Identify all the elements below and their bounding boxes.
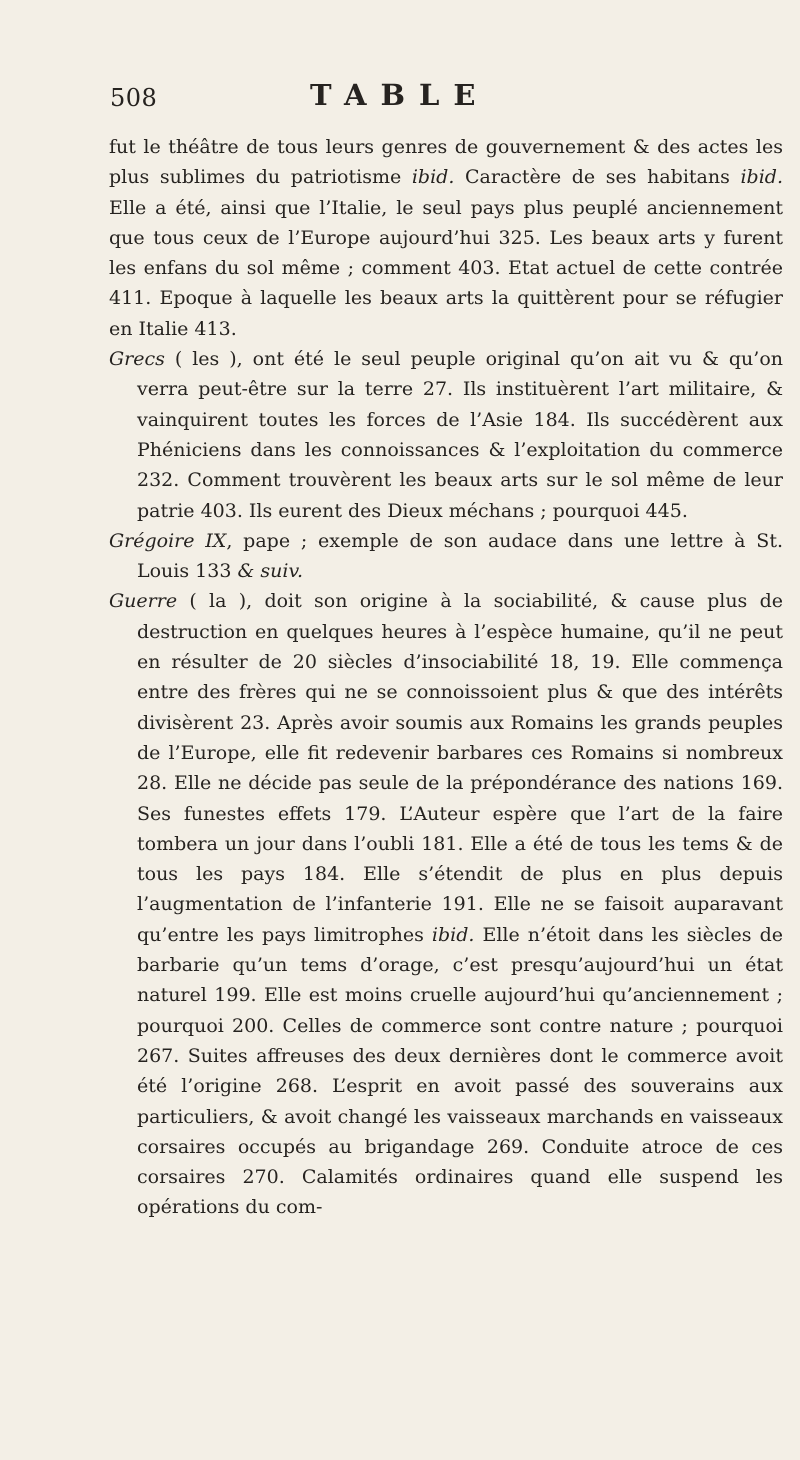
entry-text: Caractère de ses habitans [454, 166, 741, 189]
entry-text: ( la ), doit son origine à la sociabilité, & cause plus de destruction en quelques heures à l’espèce humaine, qu’il ne peut en résulter de 20 siècles d’insociabilité 18, 19. Elle commença entre des frères qui ne se connoissoient plus & que des intérêts divisèrent 23. Après avoir soumis aux Romains les grands peuples de l’Europe, elle fit redevenir barbares ces Romains si nombreux 28. Elle ne décide pas seule de la prépondérance des nations 169. Ses funestes effets 179. L’Auteur espère que l’art de la faire tombera un jour dans l’oubli 181. Elle a été de tous les tems & de tous les pays 184. Elle s’étendit de plus en plus depuis l’augmentation de l’infanterie 191. Elle ne se faisoit auparavant qu’entre les pays limitrophes [137, 590, 783, 946]
entry-heading: Guerre [109, 590, 178, 613]
page-number: 508 [110, 84, 158, 112]
running-title: TABLE [310, 78, 490, 112]
index-body [109, 132, 783, 1223]
entry-heading: Grégoire IX [109, 529, 227, 552]
entry-text: Elle n’étoit dans les siècles de barbarie qu’un tems d’orage, c’est presqu’aujourd’hui un état naturel 199. Elle est moins cruelle aujourd’hui qu’anciennement ; pourquoi 200. Celles de commerce sont contre nature ; pourquoi 267. Suites affreuses des deux dernières dont le commerce avoit été l’origine 268. L’esprit en avoit passé des souverains aux particuliers, & avoit changé les vaisseaux marchands en vaisseaux corsaires occupés au brigandage 269. Conduite atroce de ces corsaires 270. Calamités ordinaires quand elle suspend les opérations du com- [137, 923, 783, 1219]
entry-text: Elle a été, ainsi que l’Italie, le seul pays plus peuplé anciennement que tous ceux de l’Europe aujourd’hui 325. Les beaux arts y furent les enfans du sol même ; comment 403. Etat actuel de cette contrée 411. Epoque à laquelle les beaux arts la quittèrent pour se réfugier en Italie 413. [109, 196, 783, 340]
entry-text: ( les ), ont été le seul peuple original qu’on ait vu & qu’on verra peut-être sur la terre 27. Ils instituèrent l’art militaire, & vainquirent toutes les forces de l’Asie 184. Ils succédèrent aux Phéniciens dans les connoissances & l’exploitation du commerce 232. Comment trouvèrent les beaux arts sur le sol même de leur patrie 403. Ils eurent des Dieux méchans ; pourquoi 445. [137, 348, 783, 522]
entry-text: , pape ; exemple de son audace dans une lettre à St. Louis 133 [137, 529, 783, 583]
index-entry-continued [109, 132, 783, 344]
entry-text: fut le théâtre de tous leurs genres de gouvernement & des actes les plus sublimes du patriotisme [109, 136, 783, 189]
ibid-reference: ibid. [740, 166, 783, 189]
suiv-reference: & suiv. [237, 560, 304, 583]
ibid-reference: ibid. [431, 923, 475, 946]
index-entry-guerre [109, 586, 783, 1222]
index-entry-grecs [109, 344, 783, 526]
index-entry-gregoire-ix [109, 526, 783, 587]
entry-heading: Grecs [109, 348, 165, 371]
running-head [110, 78, 750, 114]
ibid-reference: ibid. [411, 166, 455, 189]
